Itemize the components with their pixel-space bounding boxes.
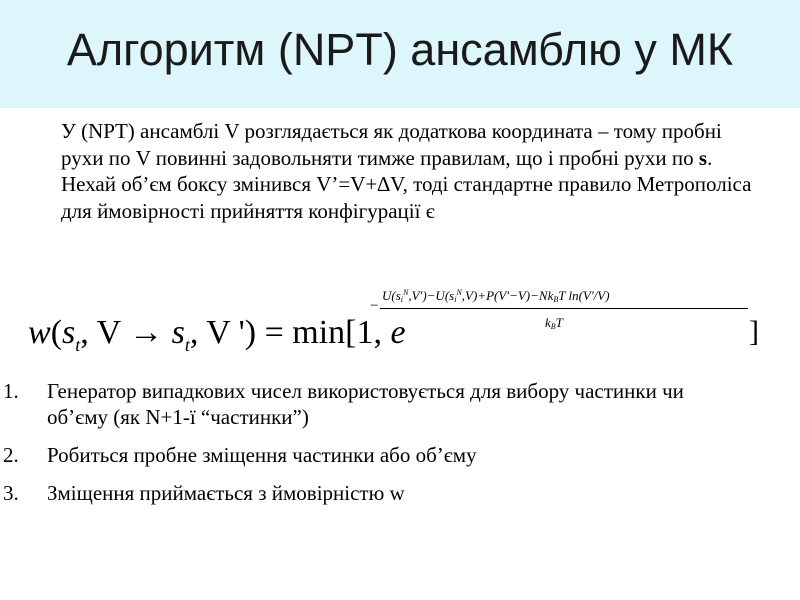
exp-sub-3: B [553,295,559,304]
list-item [0,480,800,506]
step-number: 1. [3,379,19,403]
exp-part-3: ,V)+P(V'−V)−Nk [461,288,554,303]
exponent-denominator [545,315,563,331]
slide-title: Алгоритм (NPT) ансамблю у МК [66,24,734,75]
step-text: Генератор випадкових чисел використовується для вибору частинки чи об’єму (як N+1-ї “частинки”) [47,379,684,429]
exp-sup-2: N [456,288,462,297]
step-number: 2. [3,443,19,467]
intro-paragraph [61,118,761,224]
formula-mid1: , V → [80,314,172,351]
exponent-minus: − [370,298,379,314]
exp-part-2: ,V')−U(s [408,288,455,303]
formula-e: e [390,314,406,351]
intro-lead-text: У (NPT) ансамблі V розглядається як додаткова координата – тому пробні рухи по V повинні задовольняти тимже правилам, що і пробні рухи по [61,119,722,170]
exp-sub-1: i [400,295,404,304]
formula-s1: s [62,314,76,351]
algorithm-steps [0,378,800,518]
intro-tail-text: . Нехай об’єм боксу змінився V’=V+∆V, тоді стандартне правило Метрополіса для ймовірності прийняття конфігурації є [61,145,752,223]
formula-main [28,313,406,365]
exp-sub-2: i [454,295,457,304]
formula-s2: s [171,314,185,351]
formula-open-paren: ( [50,314,63,351]
formula-t1: t [75,335,81,355]
step-text: Зміщення приймається з ймовірністю w [47,481,405,505]
exp-sup-1: N [403,288,409,297]
list-item [0,442,800,468]
exponent-numerator [382,288,610,304]
intro-bold-s: s [698,145,708,170]
step-text: Робиться пробне зміщення частинки або об’єму [47,443,477,467]
list-item [0,378,800,430]
acceptance-formula [0,282,800,362]
formula-w: w [28,314,51,351]
exp-part-1: U(s [382,288,401,303]
formula-close-bracket: ] [749,315,759,348]
formula-mid2: , V ') = min[1, [189,314,391,351]
step-number: 3. [3,481,19,505]
exp-den-sub: B [550,322,556,331]
formula-t2: t [184,335,190,355]
fraction-bar [380,308,748,309]
exp-den-k: k [545,315,551,330]
exp-part-4: T ln(V'/V) [558,288,610,303]
exp-den-t: T [555,315,563,330]
